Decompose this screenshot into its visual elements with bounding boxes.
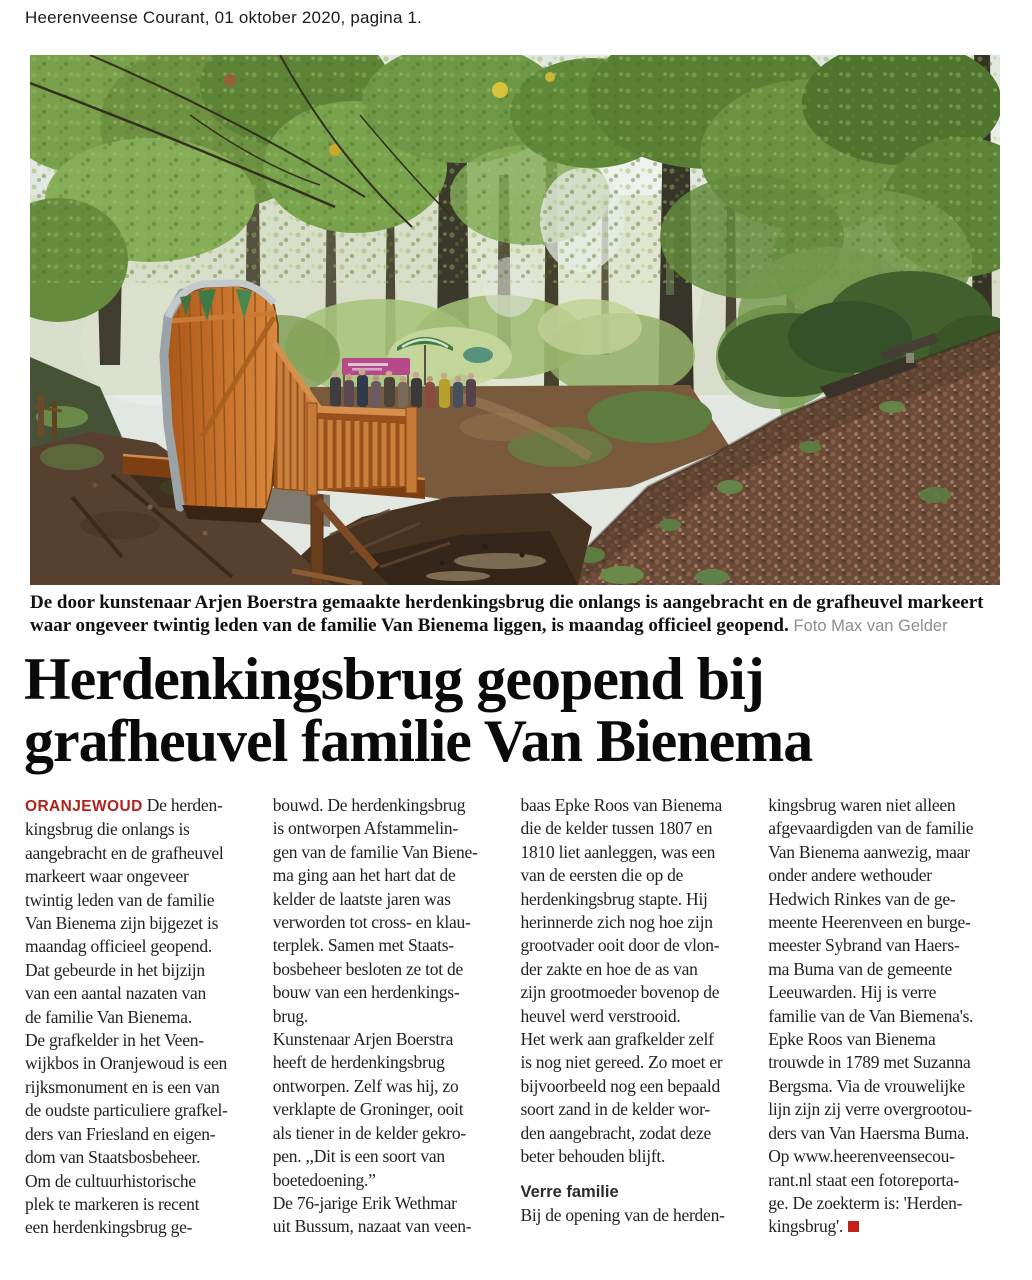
article-line: terplek. Samen met Staats- [272,935,454,956]
article-headline [24,648,1009,772]
article-line: als tiener in de kelder gekro- [272,1122,466,1143]
article-line: herinnerde zich nog hoe zijn [520,912,713,933]
article-line: trouwde in 1789 met Suzanna [768,1052,971,1073]
article-line: bouwd. De herdenkingsbrug [272,795,466,815]
article-line: Het werk aan grafkelder zelf [520,1029,714,1050]
article-line: verklapte de Groninger, ooit [272,1099,464,1120]
article-subhead: Verre familie [520,1182,619,1201]
article-line: Hedwich Rinkes van de ge- [768,888,956,909]
article-line: Op www.heerenveensecou- [768,1146,955,1167]
article-line: baas Epke Roos van Bienema [520,795,723,815]
article-line: van een aantal nazaten van [25,983,207,1004]
article-column [25,794,260,1240]
article-line: ontworpen. Zelf was hij, zo [272,1075,459,1096]
article-line: rant.nl staat een fotoreporta- [768,1169,959,1190]
article-line: Dat gebeurde in het bijzijn [25,959,205,980]
article-line: ORANJEWOUD De herden- [25,795,223,815]
article-line: plek te markeren is recent [25,1193,200,1214]
article-line: is ontworpen Afstammelin- [272,818,459,839]
headline-line-2: grafheuvel familie Van Bienema [24,708,813,774]
article-line: 1810 liet aanleggen, was een [520,841,716,862]
article-line: grootvader ooit door de vlon- [520,935,720,956]
article-line: ma ging aan het hart dat de [272,865,456,886]
article-line: een herdenkingsbrug ge- [25,1217,193,1238]
photo-credit: Foto Max van Gelder [793,617,948,636]
article-line: Leeuwarden. Hij is verre [768,982,937,1003]
article-line: uit Bussum, nazaat van veen- [272,1216,472,1237]
masthead-dateline: Heerenveense Courant, 01 oktober 2020, pagina 1. [25,8,423,27]
article-line: maandag officieel geopend. [25,936,213,957]
article-line: markeert waar ongeveer [25,866,189,887]
article-column [768,794,1003,1240]
article-line: de oudste particuliere grafkel- [25,1100,228,1121]
article-line: Van Bienema aanwezig, maar [768,841,970,862]
article-line: boetedoening.” [272,1169,376,1190]
article-line: Bij de opening van de herden- [520,1204,725,1225]
article-line: wijkbos in Oranjewoud is een [25,1053,227,1074]
article-line: dom van Staatsbosbeheer. [25,1147,201,1168]
article-line: familie van de Van Biemena's. [768,1005,974,1026]
article-photo [30,55,1000,585]
article-line: aangebracht en de grafheuvel [25,842,224,863]
article-line: de familie Van Bienema. [25,1006,192,1027]
article-columns [25,794,1003,1240]
article-line: kingsbrug'. [768,1215,1003,1238]
article-line: kingsbrug die onlangs is [25,819,190,840]
article-line: meester Sybrand van Haers- [768,935,960,956]
article-end-mark [848,1221,859,1232]
article-line: den aangebracht, zodat deze [520,1122,711,1143]
article-line: zijn grootmoeder bovenop de [520,982,720,1003]
article-line: lijn zijn zij verre overgrootou- [768,1099,972,1120]
article-line: bouw van een herdenkings- [272,982,460,1003]
article-line: is nog niet gereed. Zo moet er [520,1052,723,1073]
photo-caption-text: De door kunstenaar Arjen Boerstra gemaakte herdenkingsbrug die onlangs is aangebracht en de grafheuvel markeert waar ongeveer twintig leden van de familie Van Bienema liggen, is maandag officieel geopend. [30,592,984,637]
article-line: ge. De zoekterm is: 'Herden- [768,1192,963,1213]
article-line: Bergsma. Via de vrouwelijke [768,1075,965,1096]
article-line: kingsbrug waren niet alleen [768,795,956,815]
photo-caption [30,591,1002,638]
article-line: die de kelder tussen 1807 en [520,818,713,839]
article-line: heuvel werd verstrooid. [520,1005,681,1026]
article-line: verworden tot cross- en klau- [272,912,471,933]
dateline-lead-in: ORANJEWOUD [25,798,143,815]
article-line: kelder de laatste jaren was [272,888,451,909]
article-line: der zakte en hoe de as van [520,958,698,979]
article-line: Van Bienema zijn bijgezet is [25,913,219,934]
article-line: meente Heerenveen en burge- [768,912,971,933]
article-line: ma Buma van de gemeente [768,958,953,979]
article-line: De grafkelder in het Veen- [25,1030,204,1051]
article-line: van de eersten die op de [520,865,684,886]
article-column [521,794,756,1240]
article-line: gen van de familie Van Biene- [272,841,478,862]
article-line: onder andere wethouder [768,865,932,886]
article-line: Kunstenaar Arjen Boerstra [272,1029,454,1050]
article-column [273,794,508,1240]
article-line: ders van Friesland en eigen- [25,1123,216,1144]
article-line [521,1169,756,1181]
article-line: rijksmonument en is een van [25,1076,220,1097]
headline-line-1: Herdenkingsbrug geopend bij [24,646,764,712]
article-line: bijvoorbeeld nog een bepaald [520,1075,721,1096]
article-line: herdenkingsbrug stapte. Hij [520,888,708,909]
article-line: Om de cultuurhistorische [25,1170,196,1191]
article-line: afgevaardigden van de familie [768,818,974,839]
article-line: ders van Van Haersma Buma. [768,1122,969,1143]
article-line: pen. ,,Dit is een soort van [272,1146,445,1167]
article-line: bosbeheer besloten ze tot de [272,958,464,979]
article-line: De 76-jarige Erik Wethmar [272,1192,457,1213]
article-line: Epke Roos van Bienema [768,1029,936,1050]
article-line: beter behouden blijft. [520,1146,666,1167]
article-line: heeft de herdenkingsbrug [272,1052,445,1073]
article-line: brug. [272,1005,308,1026]
article-line: twintig leden van de familie [25,889,215,910]
article-line: soort zand in de kelder wor- [520,1099,710,1120]
